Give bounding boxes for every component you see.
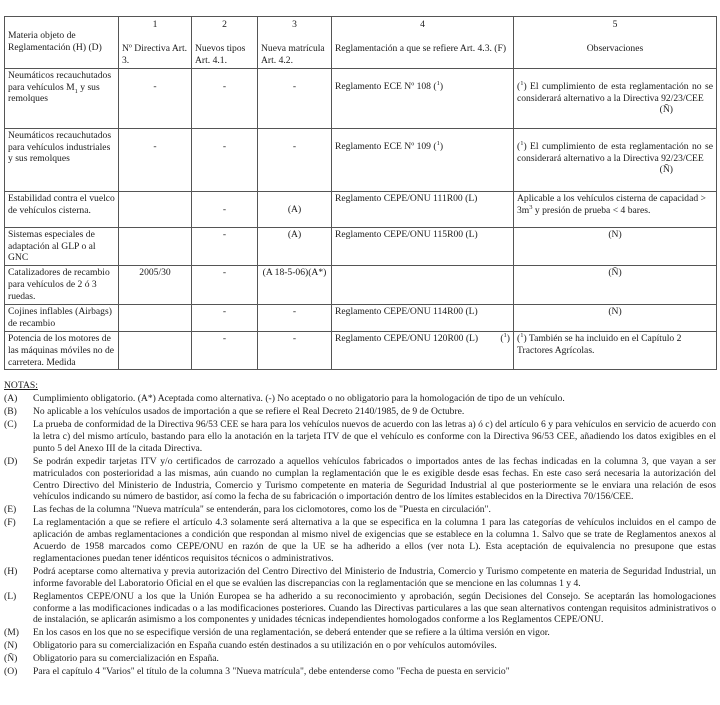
- header-reglamentacion: [332, 17, 514, 69]
- header-label: Nuevos tipos Art. 4.1.: [195, 42, 246, 66]
- observaciones-cell: (N): [514, 305, 717, 332]
- nuevos-tipos-cell: -: [192, 191, 258, 227]
- reglamentacion-cell: Reglamento ECE Nº 109 ($^1$): [332, 128, 514, 191]
- column-number: 3: [292, 19, 297, 30]
- header-label: Nueva matrícula Art. 4.2.: [261, 42, 325, 66]
- materia-cell: Neumáticos recauchutados para vehículos industriales y sus remolques: [5, 128, 119, 191]
- header-label: Reglamentación a que se refiere Art. 4.3. (F): [335, 42, 507, 54]
- column-number: 5: [612, 19, 618, 30]
- table-header-row: [5, 17, 717, 69]
- observaciones-cell: ($^1$) El cumplimiento de esta reglamentación no se considerará alternativo a la Directiva 92/23/CEE (Ñ): [514, 128, 717, 191]
- column-number: 4: [420, 19, 425, 30]
- materia-cell: Sistemas especiales de adaptación al GLP o al GNC: [5, 227, 119, 266]
- note-c: (C) La prueba de conformidad de la Directiva 96/53 CEE se hara para los vehículos nuevos de acuerdo con las letras a) ó c) del artículo 6 y para vehículos en servicio de acuerdo con la letra c) del mismo artículo, bastando para ello la anotación en la tarjeta ITV de que el vehículo es conforme con la Directiva 96/53 CEE, añadiendo los datos exigibles en el punto 5 del Anexo III de la citada Directiva.: [4, 419, 716, 454]
- header-label: Observaciones: [586, 42, 644, 54]
- obs-mark: (Ñ): [659, 164, 673, 176]
- table-row: [5, 191, 717, 227]
- note-h: (H) Podrá aceptarse como alternativa y previa autorización del Centro Directivo del Ministerio de Industria, Comercio y Turismo competente en materia de Seguridad Industrial, un informe favorable del Laboratorio Oficial en el que se evalúen las discrepancias con la reglamentación que se mencione en las columnas 1 y 4.: [4, 565, 716, 589]
- matricula-cell: (A 18-5-06)(A*): [258, 266, 332, 305]
- header-nuevos-tipos: [192, 17, 258, 69]
- header-directiva: [119, 17, 192, 69]
- directiva-cell: [119, 331, 192, 370]
- table-row: [5, 68, 717, 128]
- matricula-cell: -: [258, 68, 332, 128]
- table-row: [5, 227, 717, 266]
- directiva-cell: -: [119, 128, 192, 191]
- note-enye: (Ñ) Obligatorio para su comercialización en España.: [4, 653, 219, 665]
- matricula-cell: (A): [258, 227, 332, 266]
- directiva-cell: [119, 227, 192, 266]
- matricula-cell: (A): [258, 191, 332, 227]
- nuevos-tipos-cell: -: [192, 128, 258, 191]
- note-b: (B) No aplicable a los vehículos usados de importación a que se refiere el Real Decreto 2140/1985, de 9 de Octubre.: [4, 406, 465, 418]
- note-o: (O) Para el capítulo 4 "Varios" el título de la columna 3 "Nueva matrícula", debe entenderse como "Fecha de puesta en servicio": [4, 665, 510, 677]
- header-nueva-matricula: [258, 17, 332, 69]
- header-label: Nº Directiva Art. 3.: [122, 42, 188, 66]
- reglamentacion-cell: [332, 266, 514, 305]
- observaciones-cell: ($^1$) El cumplimiento de esta reglamentación no se considerará alternativo a la Directiva 92/23/CEE (Ñ): [514, 68, 717, 128]
- directiva-cell: [119, 191, 192, 227]
- observaciones-cell: (N): [514, 227, 717, 266]
- regulation-table: [4, 16, 717, 370]
- materia-cell: Catalizadores de recambio para vehículos de 2 ó 3 ruedas.: [5, 266, 119, 305]
- note-d: (D) Se podrán expedir tarjetas ITV y/o certificados de carrozado a aquellos vehículos fabricados o importados antes de las fechas indicadas en la columna 3, que vayan a ser matriculados con posterioridad a las mismas, aún cuando no cumplan la reglamentación que le es exigible desde esas fechas. En este caso será necesaria la autorización del Centro Directivo del Ministerio de Industria, Comercio y Turismo competente en materia de Seguridad Industrial al que posteriormente se le enviara una relación de esos vehículos indicando su número de bastidor, así como la fecha de su fabricación o importación dentro de los límites establecidos en la Directiva 70/156/CEE.: [4, 455, 716, 503]
- reglamentacion-cell: Reglamento CEPE/ONU 114R00 (L): [332, 305, 514, 332]
- notes-title: NOTAS:: [4, 380, 38, 392]
- observaciones-cell: ($^1$) También se ha incluido en el Capítulo 2 Tractores Agrícolas.: [514, 331, 717, 370]
- reglamentacion-cell: Reglamento CEPE/ONU 111R00 (L): [332, 191, 514, 227]
- table-row: [5, 128, 717, 191]
- document-page: [4, 0, 716, 678]
- reglamentacion-cell: Reglamento CEPE/ONU 115R00 (L): [332, 227, 514, 266]
- table-row: [5, 305, 717, 332]
- nuevos-tipos-cell: -: [192, 227, 258, 266]
- directiva-cell: [119, 305, 192, 332]
- materia-cell: Potencia de los motores de las máquinas móviles no de carretera. Medida: [5, 331, 119, 370]
- directiva-cell: 2005/30: [119, 266, 192, 305]
- observaciones-cell: Aplicable a los vehículos cisterna de capacidad > $3m^3$ y presión de prueba < 4 bares.: [514, 191, 717, 227]
- notes-list: [4, 393, 716, 677]
- table-row: [5, 331, 717, 370]
- obs-mark: (Ñ): [659, 104, 673, 116]
- column-number: 2: [222, 19, 227, 30]
- note-m: (M) En los casos en los que no se especifique versión de una reglamentación, se deberá entender que se refiere a la última versión en vigor.: [4, 627, 550, 639]
- nuevos-tipos-cell: -: [192, 266, 258, 305]
- observaciones-cell: (Ñ): [514, 266, 717, 305]
- header-label: Materia objeto de Reglamentación (H) (D): [8, 30, 102, 53]
- nuevos-tipos-cell: -: [192, 68, 258, 128]
- note-l: (L) Reglamentos CEPE/ONU a los que la Unión Europea se ha adherido a su reconocimiento y aprobación, según Decisiones del Consejo. Se aceptarán las homologaciones conforme a las modificaciones indicadas o a las modificaciones posteriores. Cuando las Directivas particulares a las que sean alternativos contengan requisitos administrativos o de instalación, se aplicarán asimismo a los componentes y unidades técnicas independientes homologados conforme a los Reglamentos CEPE/ONU.: [4, 590, 716, 626]
- reglamentacion-cell: Reglamento ECE Nº 108 ($^1$): [332, 68, 514, 128]
- directiva-cell: -: [119, 68, 192, 128]
- nuevos-tipos-cell: -: [192, 331, 258, 370]
- reglamentacion-cell: Reglamento CEPE/ONU 120R00 (L) ($^1$): [332, 331, 514, 370]
- note-f: (F) La reglamentación a que se refiere el artículo 4.3 solamente será alternativa a la que se especifica en la columna 1 para las categorías de vehículos incluidos en el campo de aplicación de ambas reglamentaciones a condición que respondan al mismo nivel de exigencias que se establece en la columna 1. Salvo que se trate de Reglamentos anexos al Acuerdo de 1958 marcados como CEPE/ONU en razón de que la UE se ha adherido a ellos (ver nota L). Esta aceptación de equivalencia no presupone que estas reglamentaciones puedan tener idénticos requisitos técnicos o administrativos.: [4, 517, 716, 564]
- note-n: (N) Obligatorio para su comercialización en España cuando estén destinados a su utilización en o por vehículos automóviles.: [4, 640, 497, 652]
- column-number: 1: [152, 19, 158, 30]
- header-materia: [5, 17, 119, 69]
- materia-cell: Cojines inflables (Airbags) de recambio: [5, 305, 119, 332]
- note-a: (A) Cumplimiento obligatorio. (A*) Aceptada como alternativa. (-) No aceptado o no obligatorio para la homologación de tipo de un vehículo.: [4, 393, 565, 405]
- note-e: (E) Las fechas de la columna "Nueva matrícula" se entenderán, para los ciclomotores, como los de "Puesta en circulación".: [4, 504, 491, 516]
- matricula-cell: -: [258, 128, 332, 191]
- materia-cell: Estabilidad contra el vuelco de vehículos cisterna.: [5, 191, 119, 227]
- nuevos-tipos-cell: -: [192, 305, 258, 332]
- materia-cell: Neumáticos recauchutados para vehículos $M_1$ y sus remolques: [5, 68, 119, 128]
- table-row: [5, 266, 717, 305]
- matricula-cell: -: [258, 331, 332, 370]
- matricula-cell: -: [258, 305, 332, 332]
- header-observaciones: [514, 17, 717, 69]
